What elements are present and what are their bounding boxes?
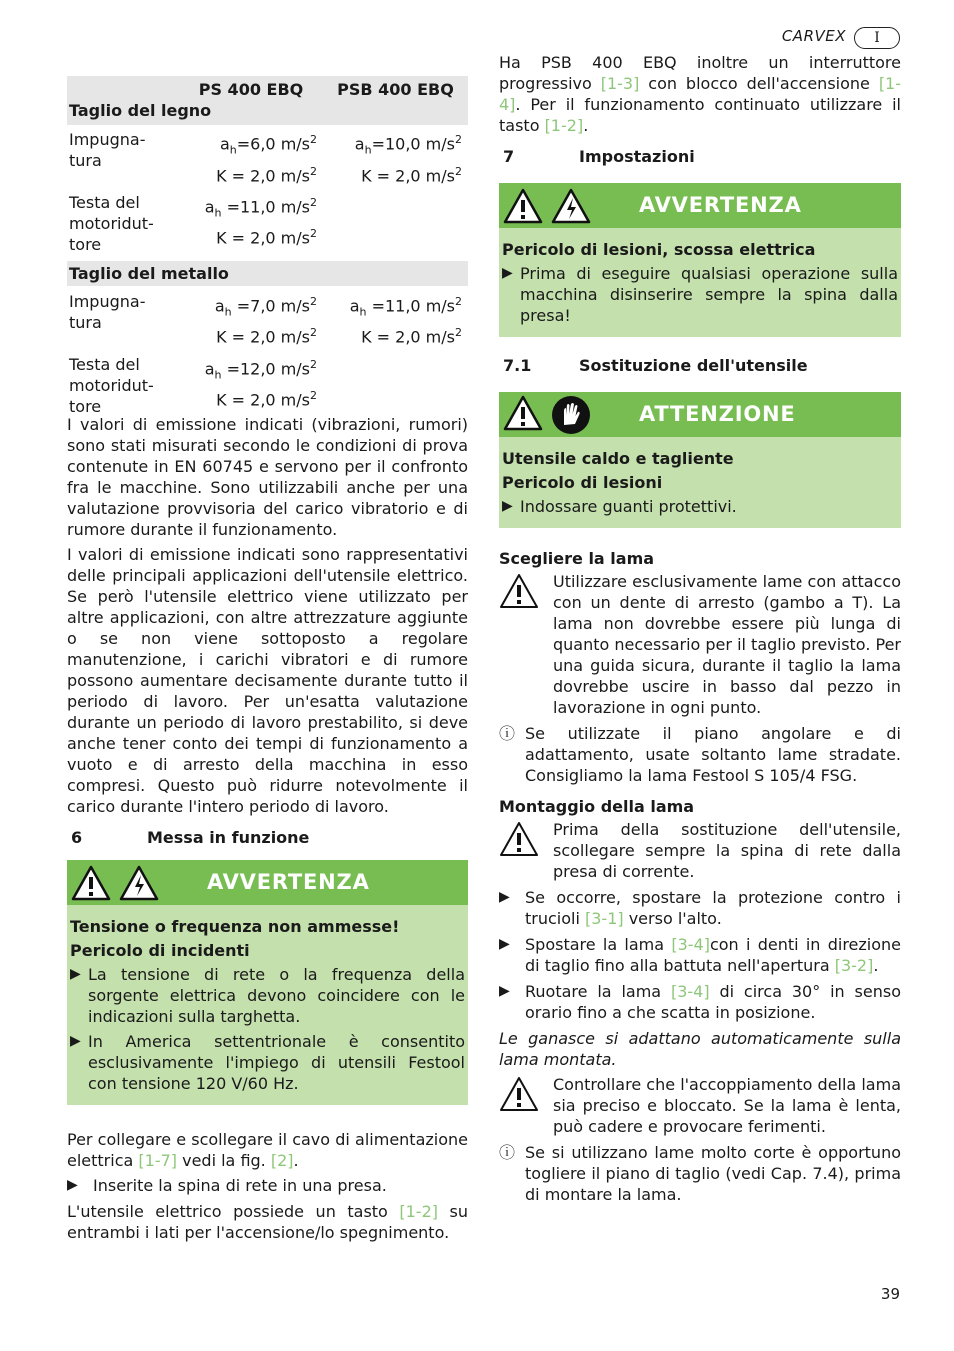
warning-box: [67, 860, 468, 1105]
section-title: Messa in funzione: [147, 828, 310, 847]
section-title: Impostazioni: [579, 147, 695, 166]
metal-title: Taglio del metallo: [67, 261, 468, 286]
page-number: 39: [880, 1285, 900, 1303]
figure-ref: [3-4]: [671, 935, 710, 954]
figure-ref: [3-1]: [585, 909, 624, 928]
figure-ref: [3-2]: [834, 956, 874, 975]
warning-item: ▶ Prima di eseguire qualsiasi operazione sulla macchina disinserire sempre la spina dalla presa!: [502, 264, 898, 325]
section-number: 7.1: [503, 356, 532, 375]
value-cell: $a_h=6,0$ $m/s^2$ K = 2,0 $m/s^2$: [216, 133, 317, 185]
electric-hazard-icon: [551, 188, 591, 224]
value-cell: $a_h =11,0$ $m/s^2$ K = 2,0 $m/s^2$: [349, 294, 462, 347]
section-heading: [499, 146, 901, 167]
wood-title: Taglio del legno: [67, 100, 468, 125]
section-title: Sostituzione dell'utensile: [579, 356, 808, 375]
subheading: Montaggio della lama: [499, 797, 695, 816]
value-cell: $a_h =12,0$ $m/s^2$ K = 2,0 $m/s^2$: [204, 357, 317, 410]
info-note: ⓘ Se utilizzate il piano angolare e di adattamento, usate soltanto lame stradate. Consigliamo la lama Festool S 105/4 FSG.: [499, 724, 901, 785]
figure-ref: [1-2]: [544, 116, 584, 135]
caution-title: ATTENZIONE: [639, 402, 796, 426]
table-row: [67, 348, 468, 417]
caution-subtitle: Pericolo di lesioni: [502, 473, 663, 492]
figure-ref: [1-7]: [138, 1151, 178, 1170]
info-icon: ⓘ: [499, 1143, 516, 1162]
electric-hazard-icon: [119, 865, 159, 901]
warning-note: Controllare che l'accoppiamento della lama sia preciso e bloccato. Se la lama è lenta, può cadere e provocare ferimenti.: [499, 1074, 901, 1137]
language-badge: I: [854, 27, 900, 49]
warning-header: [67, 860, 468, 905]
paragraph: I valori di emissione indicati sono rappresentativi delle principali applicazioni dell'utensile elettrico. Se però l'utensile elettrico viene utilizzato per altre applicazioni, con altre attrezzature aggiunte o se non viene sottoposto a regolare manutenzione, i carichi vibratori e di rumore possono aumentare decisamente durante tutto il periodo di lavoro. Per un'esatta valutazione durante un periodo di lavoro prestabilito, si deve anche tener conto dei tempi di funzionamento a vuoto e di arresto della macchina in esso compresi. Questo può ridurre notevolmente il carico durante l'intero periodo di lavoro.: [67, 545, 468, 816]
left-column: [67, 414, 468, 1247]
step-item: ▶ Spostare la lama [3-4]con i denti in direzione di taglio fino alla battuta nell'apertura [3-2].: [499, 935, 902, 975]
section-heading: [499, 355, 901, 376]
row-label: Testa del motoridut- tore: [69, 192, 154, 254]
section-number: 6: [71, 828, 83, 847]
warning-box: [499, 183, 901, 337]
warning-subtitle: Pericolo di lesioni, scossa elettrica: [502, 240, 816, 259]
italic-note: Le ganasce si adattano automaticamente sulla lama montata.: [499, 1029, 901, 1069]
subheading: Scegliere la lama: [499, 549, 655, 568]
value-cell: $a_h =7,0$ $m/s^2$ K = 2,0 $m/s^2$: [214, 294, 317, 347]
warning-triangle-icon: [503, 395, 543, 431]
row-label: Testa del motoridut- tore: [69, 354, 154, 416]
warning-header: [499, 183, 901, 228]
warning-title: AVVERTENZA: [639, 193, 802, 217]
warning-note: Utilizzare esclusivamente lame con attacco con un dente di arresto (gambo a T). La lama non dovrebbe essere più lunga di quanto necessario per il taglio previsto. Per una guida sicura, durante il taglio la lama dovrebbe uscire in basso dal pezzo in lavorazione in ogni punto.: [499, 571, 901, 718]
section-number: 7: [503, 147, 515, 166]
section-heading: [67, 827, 468, 848]
table-header-row: [67, 76, 468, 100]
warning-triangle-icon: [503, 188, 543, 224]
figure-ref: [1-3]: [600, 74, 640, 93]
metal-section-row: [67, 261, 468, 286]
row-label: Impugna- tura: [69, 291, 146, 332]
caution-item: ▶ Indossare guanti protettivi.: [502, 497, 737, 516]
paragraph: Per collegare e scollegare il cavo di alimentazione elettrica [1-7] vedi la fig. [2].: [67, 1130, 468, 1170]
col-ps400: PS 400 EBQ: [179, 76, 323, 100]
paragraph: Ha PSB 400 EBQ inoltre un interruttore progressivo [1-3] con blocco dell'accensione [1-4]. Per il funzionamento continuato utilizzare il tasto [1-2].: [499, 53, 902, 135]
step-item: ▶ Ruotare la lama [3-4] di circa 30° in senso orario fino a che scatta in posizione.: [499, 982, 901, 1022]
gloves-icon: [551, 395, 591, 435]
paragraph: I valori di emissione indicati (vibrazioni, rumori) sono stati misurati secondo le condizioni di prova contenute in EN 60745 e servono per il confronto fra le macchine. Sono utilizzabili anche per una valutazione provvisoria del carico vibratorio e di rumore durante il funzionamento.: [67, 415, 468, 539]
warning-subtitle: Tensione o frequenza non ammesse!: [70, 917, 400, 936]
caution-box: [499, 392, 901, 528]
col-psb400: PSB 400 EBQ: [323, 76, 468, 100]
right-column: [499, 52, 901, 1211]
value-cell: $a_h =11,0$ $m/s^2$ K = 2,0 $m/s^2$: [204, 195, 317, 248]
header-brand: CARVEX: [781, 27, 846, 45]
wood-section-row: [67, 100, 468, 125]
step-item: ▶ Inserite la spina di rete in una presa.: [67, 1176, 387, 1195]
warning-triangle-icon: [499, 1076, 539, 1112]
row-label: Impugna- tura: [69, 130, 146, 170]
figure-ref: [1-2]: [399, 1202, 438, 1221]
warning-item: ▶ La tensione di rete o la frequenza della sorgente elettrica devono coincidere con le indicazioni sulla targhetta.: [70, 965, 465, 1026]
table-row: [67, 125, 468, 186]
value-cell: $a_h=10,0$ $m/s^2$ K = 2,0 $m/s^2$: [354, 133, 462, 185]
figure-ref: [3-4]: [670, 982, 710, 1001]
step-item: ▶ Se occorre, spostare la protezione contro i trucioli [3-1] verso l'alto.: [499, 888, 901, 928]
figure-ref: [1-4]: [499, 74, 902, 114]
paragraph: L'utensile elettrico possiede un tasto [1-2] su entrambi i lati per l'accensione/lo spegnimento.: [67, 1202, 469, 1242]
caution-header: [499, 392, 901, 437]
warning-triangle-icon: [499, 821, 539, 857]
warning-title: AVVERTENZA: [207, 870, 370, 894]
warning-item: ▶ In America settentrionale è consentito esclusivamente l'impiego di utensili Festool con tensione 120 V/60 Hz.: [70, 1032, 465, 1093]
warning-note: Prima della sostituzione dell'utensile, scollegare sempre la spina di rete dalla presa di corrente.: [499, 819, 901, 882]
info-icon: ⓘ: [499, 724, 516, 743]
vibration-table: [67, 76, 468, 417]
info-note: ⓘ Se si utilizzano lame molto corte è opportuno togliere il piano di taglio (vedi Cap. 7.4), prima di montare la lama.: [499, 1143, 901, 1204]
figure-ref: [2]: [270, 1151, 294, 1170]
warning-triangle-icon: [499, 573, 539, 609]
table-row: [67, 286, 468, 348]
table-row: [67, 186, 468, 261]
warning-subtitle: Pericolo di incidenti: [70, 941, 250, 960]
caution-subtitle: Utensile caldo e tagliente: [502, 449, 734, 468]
warning-triangle-icon: [71, 865, 111, 901]
